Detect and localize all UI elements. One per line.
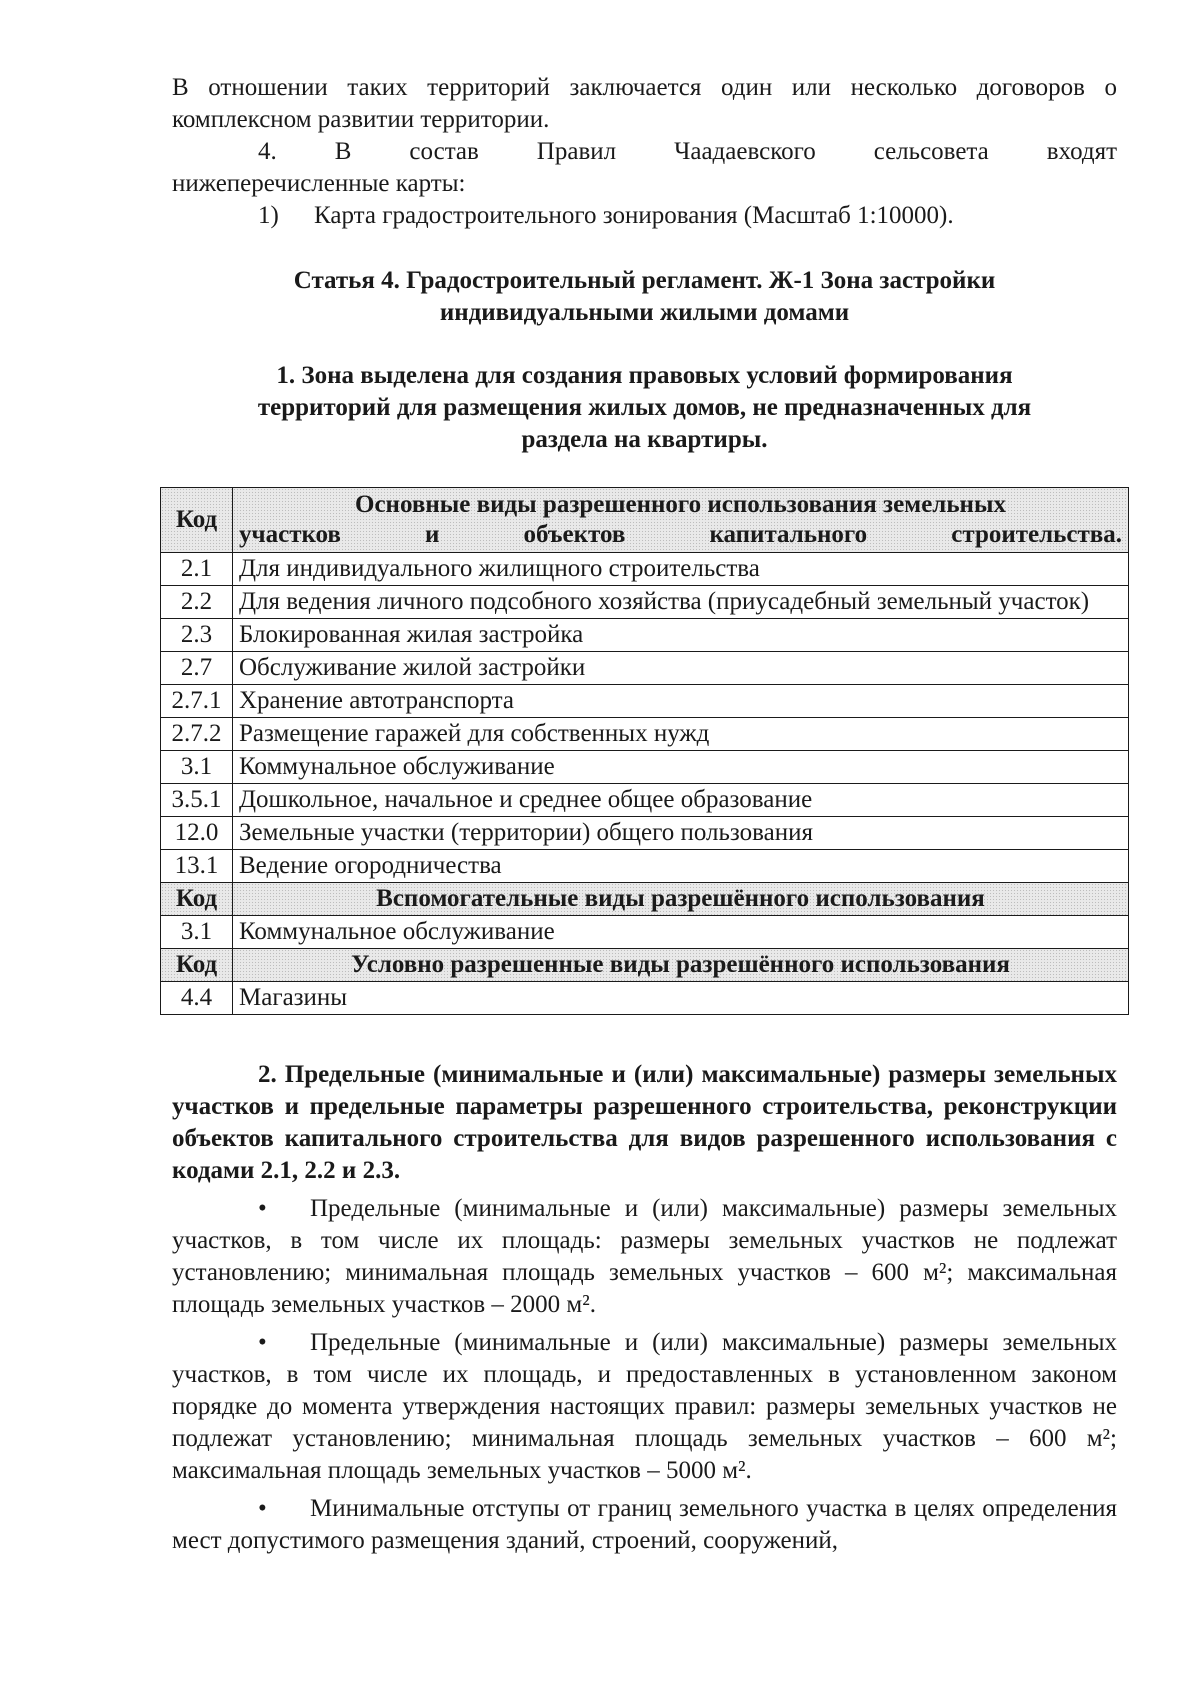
bullet-item bbox=[172, 1493, 1117, 1557]
article-title-line2: индивидуальными жилыми домами bbox=[439, 299, 850, 326]
table-row bbox=[161, 619, 1129, 652]
row-code: 2.2 bbox=[161, 586, 233, 619]
row-code: 4.4 bbox=[161, 982, 233, 1015]
list-number: 1) bbox=[258, 202, 279, 229]
intro-paragraph: В отношении таких территорий заключается один или несколько договоров о комплексном развитии территории. bbox=[172, 74, 1117, 133]
row-text: Для ведения личного подсобного хозяйства (приусадебный земельный участок) bbox=[233, 586, 1129, 619]
maps-paragraph-line1: 4. В состав Правил Чаадаевского сельсовета входят bbox=[258, 138, 1117, 165]
bullet-text: Предельные (минимальные и (или) максимальные) размеры земельных участков, в том числе их площадь, и предоставленных в установленном законом порядке до момента утверждения настоящих правил: размеры земельных участков не подлежат установлению; минимальная площадь земельных участков – 600 м²; максимальная площадь земельных участков – 5000 м². bbox=[172, 1329, 1117, 1484]
row-text: Земельные участки (территории) общего пользования bbox=[233, 817, 1129, 850]
row-code: 3.5.1 bbox=[161, 784, 233, 817]
table-row bbox=[161, 784, 1129, 817]
section2-heading: 2. Предельные (минимальные и (или) максимальные) размеры земельных участков и предельные параметры разрешенного строительства, реконструкции объектов капитального строительства для видов разрешенного использования с кодами 2.1, 2.2 и 2.3. bbox=[172, 1061, 1117, 1184]
bullet-text: Предельные (минимальные и (или) максимальные) размеры земельных участков, в том числе их площадь: размеры земельных участков не подлежат установлению; минимальная площадь земельных участков – 600 м²; максимальная площадь земельных участков – 2000 м². bbox=[172, 1195, 1117, 1318]
table-row bbox=[161, 586, 1129, 619]
header-code-cell: Код bbox=[161, 488, 233, 553]
table-row bbox=[161, 982, 1129, 1015]
table-row bbox=[161, 850, 1129, 883]
table-header-conditional bbox=[161, 949, 1129, 982]
header-code-cell: Код bbox=[161, 949, 233, 982]
table-row bbox=[161, 916, 1129, 949]
bullet-item bbox=[172, 1193, 1117, 1321]
table-row bbox=[161, 652, 1129, 685]
table-row bbox=[161, 751, 1129, 784]
row-code: 3.1 bbox=[161, 916, 233, 949]
section1-heading bbox=[172, 360, 1117, 456]
table-row bbox=[161, 817, 1129, 850]
table-header-auxiliary bbox=[161, 883, 1129, 916]
maps-paragraph-line2: нижеперечисленные карты: bbox=[172, 170, 466, 197]
header-title-cell: Условно разрешенные виды разрешённого использования bbox=[233, 949, 1129, 982]
header-title-line2: участков и объектов капитального строительства. bbox=[239, 521, 1122, 548]
row-text: Коммунальное обслуживание bbox=[233, 916, 1129, 949]
land-use-table bbox=[160, 487, 1129, 1015]
row-code: 2.7 bbox=[161, 652, 233, 685]
row-text: Ведение огородничества bbox=[233, 850, 1129, 883]
maps-list-item bbox=[172, 200, 1117, 232]
row-text: Коммунальное обслуживание bbox=[233, 751, 1129, 784]
section1-heading-line2: территорий для размещения жилых домов, не предназначенных для bbox=[257, 394, 1032, 421]
row-code: 12.0 bbox=[161, 817, 233, 850]
row-text: Дошкольное, начальное и среднее общее образование bbox=[233, 784, 1129, 817]
row-text: Магазины bbox=[233, 982, 1129, 1015]
bullet-item bbox=[172, 1327, 1117, 1487]
row-text: Для индивидуального жилищного строительства bbox=[233, 553, 1129, 586]
article-title bbox=[172, 265, 1117, 329]
table-row bbox=[161, 685, 1129, 718]
bullet-icon: • bbox=[258, 1195, 267, 1222]
row-text: Обслуживание жилой застройки bbox=[233, 652, 1129, 685]
section1-heading-line1: 1. Зона выделена для создания правовых условий формирования bbox=[276, 362, 1013, 389]
row-code: 2.3 bbox=[161, 619, 233, 652]
table-header-main bbox=[161, 488, 1129, 553]
row-code: 2.7.2 bbox=[161, 718, 233, 751]
article-title-line1: Статья 4. Градостроительный регламент. Ж-1 Зона застройки bbox=[293, 267, 996, 294]
document-page bbox=[171, 72, 1122, 1557]
row-code: 2.1 bbox=[161, 553, 233, 586]
bullet-icon: • bbox=[258, 1495, 267, 1522]
header-code-cell: Код bbox=[161, 883, 233, 916]
table-row bbox=[161, 553, 1129, 586]
row-text: Блокированная жилая застройка bbox=[233, 619, 1129, 652]
section1-heading-line3: раздела на квартиры. bbox=[521, 426, 768, 453]
table-row bbox=[161, 718, 1129, 751]
header-title-line1: Основные виды разрешенного использования земельных bbox=[355, 491, 1006, 518]
header-title-cell: Вспомогательные виды разрешённого использования bbox=[233, 883, 1129, 916]
bullet-text: Минимальные отступы от границ земельного участка в целях определения мест допустимого размещения зданий, строений, сооружений, bbox=[172, 1495, 1117, 1554]
row-code: 13.1 bbox=[161, 850, 233, 883]
list-item-text: Карта градостроительного зонирования (Масштаб 1:10000). bbox=[314, 202, 954, 229]
bullet-icon: • bbox=[258, 1329, 267, 1356]
row-text: Размещение гаражей для собственных нужд bbox=[233, 718, 1129, 751]
header-title-cell bbox=[233, 488, 1129, 553]
row-text: Хранение автотранспорта bbox=[233, 685, 1129, 718]
row-code: 3.1 bbox=[161, 751, 233, 784]
row-code: 2.7.1 bbox=[161, 685, 233, 718]
